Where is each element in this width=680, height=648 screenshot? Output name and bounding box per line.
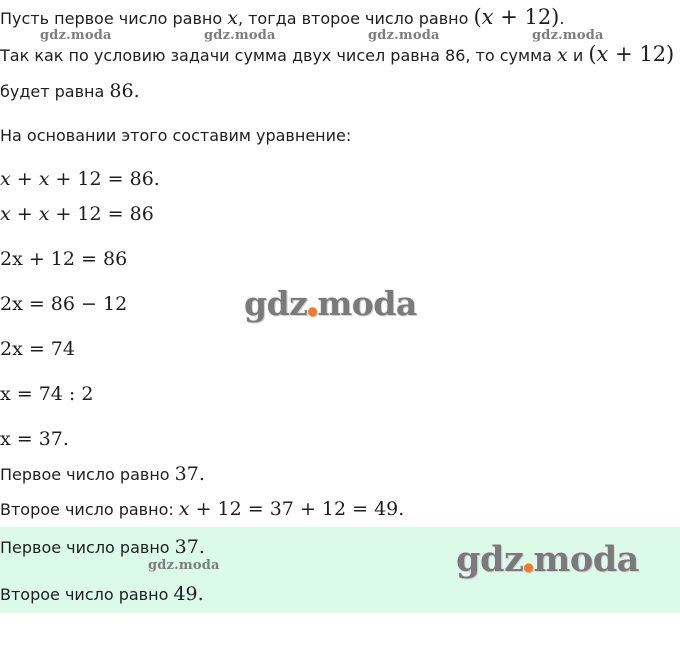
watermark-small: gdz.moda <box>368 28 440 43</box>
watermark-large-left: gdz <box>456 539 524 580</box>
equation-3 <box>0 248 127 270</box>
line2-and: и <box>567 46 589 65</box>
answer-second <box>0 583 204 606</box>
line1-mid: , тогда второе число равно <box>237 9 474 28</box>
watermark-small: gdz.moda <box>532 28 604 43</box>
answer-second-value: 49. <box>173 583 204 605</box>
result-second <box>0 498 404 521</box>
watermark-large-right: moda <box>317 284 417 323</box>
sum-value: 86. <box>109 80 140 102</box>
equation-2: x + x + 12 = 86 <box>0 203 154 225</box>
result-first <box>0 463 205 486</box>
line1-text: Пусть первое число равно <box>0 9 228 28</box>
watermark-large <box>456 539 639 580</box>
solution-line-1 <box>0 6 564 30</box>
watermark-small: gdz.moda <box>40 28 112 43</box>
solution-line-4 <box>0 125 351 147</box>
result-second-expr: x + 12 = 37 + 12 = 49. <box>178 498 405 520</box>
eq2-rhs: 86 <box>129 203 154 225</box>
equation-1: x + x + 12 = 86. <box>0 168 160 190</box>
solution-line-2 <box>0 43 674 67</box>
result-first-value: 37. <box>174 463 205 485</box>
equation-4 <box>0 293 127 315</box>
line1-end: . <box>559 9 565 28</box>
watermark-large-right: moda <box>533 539 639 580</box>
watermark-dot-icon: ● <box>523 560 534 574</box>
answer-first-value: 37. <box>174 536 205 558</box>
equation-5 <box>0 338 75 360</box>
eq4-text: 2x = 86 − 12 <box>0 293 128 315</box>
eq6-text: x = 74 : 2 <box>0 383 94 405</box>
var-x: x <box>557 44 568 66</box>
expr-x-plus-12: (x + 12) <box>588 42 675 66</box>
watermark-small: gdz.moda <box>148 558 220 573</box>
var-x: x <box>227 7 238 29</box>
line2-text: Так как по условию задачи сумма двух чисел равна 86, то сумма <box>0 46 558 65</box>
eq1-rhs: 86. <box>129 168 160 190</box>
result-second-text: Второе число равно: <box>0 500 179 519</box>
answer-second-text: Второе число равно <box>0 585 174 604</box>
watermark-small: gdz.moda <box>204 28 276 43</box>
equation-6 <box>0 383 93 405</box>
watermark-large <box>244 284 417 323</box>
solution-line-3 <box>0 80 140 103</box>
watermark-dot-icon: ● <box>307 304 318 318</box>
result-first-text: Первое число равно <box>0 465 175 484</box>
line3-text: будет равна <box>0 82 110 101</box>
line4-text: На основании этого составим уравнение: <box>0 126 352 145</box>
eq3-text: 2x + 12 = 86 <box>0 248 128 270</box>
answer-first-text: Первое число равно <box>0 538 175 557</box>
equation-7 <box>0 428 69 450</box>
eq5-text: 2x = 74 <box>0 338 75 360</box>
watermark-large-left: gdz <box>244 284 308 323</box>
answer-first <box>0 536 205 559</box>
expr-x-plus-12: (x + 12) <box>473 5 560 29</box>
eq7-text: x = 37. <box>0 428 69 450</box>
